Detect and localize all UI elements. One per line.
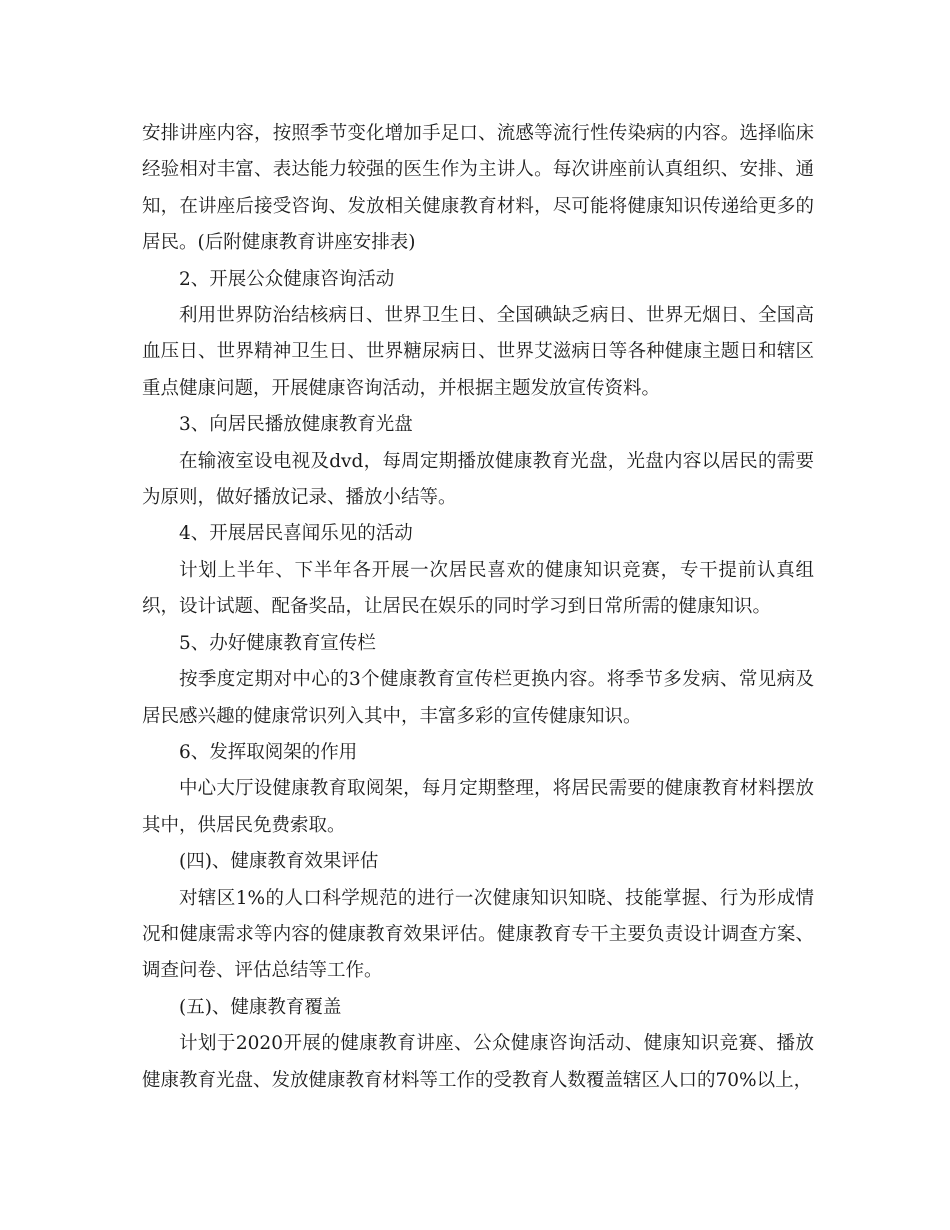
heading-reading-rack: 6、发挥取阅架的作用: [179, 741, 358, 763]
paragraph-effect-evaluation: 对辖区1%的人口科学规范的进行一次健康知识知晓、技能掌握、行为形成情况和健康需求等内容的健康教育效果评估。健康教育专干主要负责设计调查方案、调查问卷、评估总结等工作。: [142, 887, 814, 982]
heading-bulletin-board: 5、办好健康教育宣传栏: [179, 632, 376, 654]
paragraph-reading-rack-materials: 中心大厅设健康教育取阅架，每月定期整理，将居民需要的健康教育材料摆放其中，供居民免费索取。: [142, 778, 814, 836]
paragraph-lecture-arrangement: 安排讲座内容，按照季节变化增加手足口、流感等流行性传染病的内容。选择临床经验相对丰富、表达能力较强的医生作为主讲人。每次讲座前认真组织、安排、通知，在讲座后接受咨询、发放相关健康教育材料，尽可能将健康知识传递给更多的居民。(后附健康教育讲座安排表): [142, 123, 814, 254]
paragraph-coverage-plan: 计划于2020开展的健康教育讲座、公众健康咨询活动、健康知识竞赛、播放健康教育光盘、发放健康教育材料等工作的受教育人数覆盖辖区人口的70%以上，: [142, 1033, 814, 1091]
paragraph-quarterly-board-update: 按季度定期对中心的3个健康教育宣传栏更换内容。将季节多发病、常见病及居民感兴趣的健康常识列入其中，丰富多彩的宣传健康知识。: [142, 669, 814, 727]
heading-education-coverage: (五)、健康教育覆盖: [179, 996, 342, 1018]
heading-play-video-discs: 3、向居民播放健康教育光盘: [179, 414, 413, 436]
document-body: [142, 116, 814, 1099]
paragraph-health-theme-days: 利用世界防治结核病日、世界卫生日、全国碘缺乏病日、世界无烟日、全国高血压日、世界精神卫生日、世界糖尿病日、世界艾滋病日等各种健康主题日和辖区重点健康问题，开展健康咨询活动，并根据主题发放宣传资料。: [142, 305, 814, 399]
heading-popular-activities: 4、开展居民喜闻乐见的活动: [179, 523, 413, 545]
heading-effect-evaluation: (四)、健康教育效果评估: [179, 851, 379, 873]
paragraph-knowledge-contest: 计划上半年、下半年各开展一次居民喜欢的健康知识竞赛，专干提前认真组织，设计试题、配备奖品，让居民在娱乐的同时学习到日常所需的健康知识。: [142, 559, 814, 618]
heading-public-consultation: 2、开展公众健康咨询活动: [179, 268, 395, 290]
paragraph-infusion-room-tv: 在输液室设电视及dvd，每周定期播放健康教育光盘，光盘内容以居民的需要为原则，做好播放记录、播放小结等。: [142, 450, 814, 509]
